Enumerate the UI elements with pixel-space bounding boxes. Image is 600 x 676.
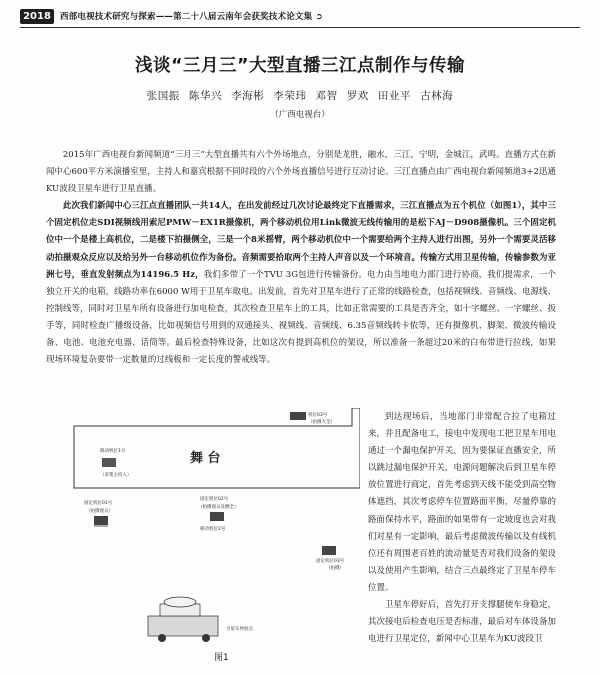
page-number: 2018 [20,9,54,24]
satellite-truck [148,597,253,642]
camera-right-label: 固定机位03号 [316,559,345,564]
running-title [60,10,323,22]
header-rule [20,27,580,28]
camera-top-right-label: 机位03号 [308,413,328,418]
figure-1-site-layout [60,408,360,670]
paragraph-2a: 此次我们新闻中心三江点直播团队一共14人，在出发前经过几次讨论最终定下直播需求，三江直播点为五个机位（如图1），其中三个固定机位走SDI视频线用索尼PMW－EX1R摄像机，两个移动机位用Link微波无线传输用的是松下AJ－D908摄像机。三个固定机位中一个是楼上高机位，二是楼下拍摄侧全，三是一个8米摇臂，两个移动机位中一个需要给两个主持人进行出图，另外一个需要灵活移动拍摄观众反应以及给另外一台移动机位作为备份。音频需要拾取两个主持人声音以及一个环境音。 [46,200,556,262]
camera-mid-sub: （拍摄观众及侧全） [198,505,239,510]
camera-left-mid-label: 固定机位01号 [84,501,113,506]
paragraph-4: 卫星车停好后，首先打开支撑腿使车身稳定，其次接电后检查电压是否标准，最后对车体设备加电进行卫星定位，新闻中心卫星车为KU波段卫 [368,599,556,644]
camera-left-upper-sub: （采集主持人） [100,473,132,478]
sat-truck-label: 卫星车停放点 [226,627,253,632]
camera-mid [198,495,239,532]
camera-right [316,546,345,571]
camera-left-mid-sub: （拍摄观众） [86,509,113,514]
author-list: 张国振 陈华兴 李海彬 李荣玮 邓智 罗欢 田业平 古林海 [146,90,454,102]
camera-mid-label: 固定机位02号 [200,497,229,502]
camera-left-upper-label: 移动机位1号 [100,449,126,454]
camera-top-right [290,411,335,425]
figure-caption: 图1 [214,653,229,663]
camera-mid2-label: 移动机位2号 [200,527,226,532]
paragraph-1: 2015年广西电视台新闻频道“三月三”大型直播共有六个外场地点，分别是龙胜，融水，三江，宁明，金城江，武鸣。直播方式在新闻中心600平方米演播室里，主持人和嘉宾根据不同时段的六个外场直播信号进行互动讨论。三江直播点由广西电视台新闻频道3+2迅通KU波段卫星车进行卫星直播。 [46,149,556,194]
paragraph-2 [46,197,556,368]
running-header [20,9,580,25]
body-text-top [46,146,556,368]
running-title-text: 西部电视技术研究与探索——第二十八届云南年会获奖技术论文集 [60,12,313,22]
arrow-circle-icon: ➲ [315,12,323,22]
paragraph-2c: 我们多带了一个TVU 3G包进行传输备份。电力由当地电力部门进行协商，我们提需求，一个独立开关的电箱，线路功率在6000 W用于卫星车取电。出发前，首先对卫星车进行了正常的线路检查，包括视频线、音频线、电源线、控制线等，同时对卫星车所有设备进行加电检查，其次检查卫星车上的工具，比如正常需要的工具是否齐全，如十字螺丝、一字螺丝、扳手等，同时检查广播级设备，比如视频信号用到的双通接头、视频线、音频线、6.35音频线转卡侬等，还有摄像机、脚架、微波传输设备、电池、电池充电器、话筒等。最后检查特殊设备，比如这次有提到高机位的架设，所以准备一条超过20米的白布带进行拉线，如果现场环境复杂要带一定数量的过线板和一定长度的警戒线等。 [46,268,556,365]
paragraph-3: 到达现场后，当地部门非常配合拉了电箱过来，并且配备电工，接电中发现电工把卫星车用电通过一个漏电保护开关，因为要保证直播安全，所以跳过漏电保护开关，电源问题解决后到卫星车停放位置进行商定，首先考虑到天线不能受到高空物体遮挡，其次考虑停车位置路面平衡，尽量停靠的路面保持水平，路面的如果带有一定坡度也会对我们对星有一定影响，最后考虑微波传输以及有线机位还有周围老百姓的流动量是否对我们设备的架设以及使用产生影响，结合三点最终定了卫星车停车位置。 [368,411,556,592]
camera-left-upper [100,447,132,478]
affiliation: （广西电视台） [270,110,330,120]
camera-top-right-sub: （拍摄大全） [308,420,335,425]
body-text-column [368,408,556,647]
stage-label: 舞 台 [190,451,221,466]
paragraph-2b: 传输方式用卫星传输，传输参数为亚洲七号，垂直发射频点为14196.5 Hz， [46,251,556,279]
camera-left-mid [84,499,113,526]
camera-right-sub: （拍摄） [326,566,344,571]
article-title: 浅谈“三月三”大型直播三江点制作与传输 [134,56,465,76]
